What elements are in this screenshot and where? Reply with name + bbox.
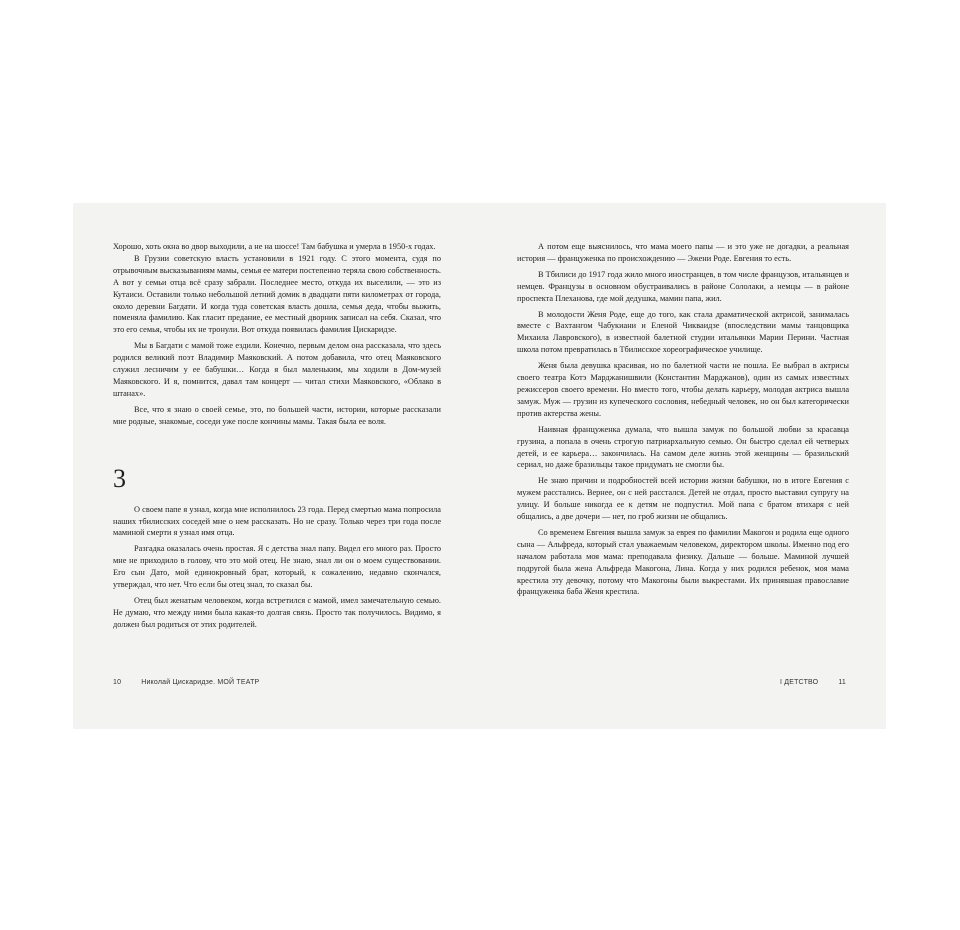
page-number: 11 xyxy=(838,679,846,686)
paragraph: Разгадка оказалась очень простая. Я с детства знал папу. Видел его много раз. Просто мне не приходило в голову, что это мой отец. Не знаю, знал ли он о моем существовании. Его сын Дато, мой единокровный брат, который, к сожалению, недавно скончался, утверждал, что нет. Что если бы отец знал, то сказал бы. xyxy=(113,544,441,590)
paragraph: Не знаю причин и подробностей всей истории жизни бабушки, но в итоге Евгения с мужем расстались. Вернее, он с ней расстался. Детей не отдал, просто выставил супругу на улицу. И больше никогда ее к детям не подпустил. Мой папа с братом втихаря с ней общались, а две дочери — нет, по гроб жизни не общались. xyxy=(517,476,849,522)
running-section: I ДЕТСТВО xyxy=(779,679,819,686)
paragraph: Хорошо, хоть окна во двор выходили, а не на шоссе! Там бабушка и умерла в 1950-х годах. xyxy=(113,242,436,251)
right-page-footer xyxy=(780,679,846,686)
book-spread xyxy=(73,203,886,729)
paragraph: В молодости Женя Роде, еще до того, как стала драматической актрисой, занималась вместе с Вахтангом Чабукиани и Еленой Чикваидзе (впоследствии мамы танцовщика Михаила Лавровского), в известной балетной студии итальянки Марии Перини. Частная школа потом превратилась в Тбилисское хореографическое училище. xyxy=(517,309,849,355)
page-number: 10 xyxy=(113,679,122,686)
right-page xyxy=(517,241,849,598)
paragraph: В Грузии советскую власть установили в 1921 году. С этого момента, судя по отрывочным высказываниям мамы, семья ее матери постепенно теряла свою собственность. А вот у семьи отца всё сразу забрали. Последнее место, откуда их выселили, — это из Кутаиси. Оставили только небольшой летний домик в двадцати пяти километрах от города, около деревни Багдати. И когда туда советская власть дошла, семья деда, чтобы выжить, поменяла фамилию. Как гласит предание, ее местный дворник записал на себя. Сказал, что это его семья, чтобы их не тронули. Вот откуда появилась фамилия Цискаридзе. xyxy=(113,253,441,335)
paragraph: Со временем Евгения вышла замуж за еврея по фамилии Макогон и родила еще одного сына — Альфреда, который стал уважаемым человеком, директором школы. Именно под его началом работала моя мама: преподавала физику. Дальше — больше. Маминой лучшей подругой была жена Альфреда Макогона, Лина. Когда у них родился ребенок, моя мама крестила эту девочку, потому что Макогоны были выкрестами. Их принявшая православие француженка баба Женя крестила. xyxy=(517,527,849,597)
chapter-number: 3 xyxy=(113,463,126,493)
left-page xyxy=(113,241,441,631)
paragraph: О своем папе я узнал, когда мне исполнилось 23 года. Перед смертью мама попросила наших тбилисских соседей мне о нем рассказать. Но не сразу. Только через три года после маминой смерти я узнал имя отца. xyxy=(113,504,441,538)
paragraph: Женя была девушка красивая, но по балетной части не пошла. Ее выбрал в актрисы своего театра Котэ Марджанишвили (Константин Марджанов), один из самых известных режиссеров своего времени. Но вместо того, чтобы делать карьеру, молодая актриса вышла замуж. Муж — грузин из купеческого сословия, небедный человек, но он был категорически против актерства жены. xyxy=(517,361,849,418)
paragraph: В Тбилиси до 1917 года жило много иностранцев, в том числе французов, итальянцев и немцев. Французы в основном обустраивались в районе Сололаки, а немцы — в районе проспекта Плеханова, где мой дедушка, мамин папа, жил. xyxy=(517,269,849,303)
paragraph: А потом еще выяснилось, что мама моего папы — и это уже не догадки, а реальная история — француженка по происхождению — Эжени Роде. Евгения то есть. xyxy=(517,242,849,263)
running-title: Николай Цискаридзе. МОЙ ТЕАТР xyxy=(141,679,260,686)
left-page-footer xyxy=(113,679,259,686)
paragraph: Мы в Багдати с мамой тоже ездили. Конечно, первым делом она рассказала, что здесь родился великий поэт Владимир Маяковский. А потом добавила, что отец Маяковского служил лесничим у ее бабушки… Когда я был маленьким, мы ходили в Дом-музей Маяковского. И я, помнится, давал там концерт — читал стихи Маяковского, «Облако в штанах». xyxy=(113,341,441,398)
paragraph: Наивная француженка думала, что вышла замуж по большой любви за красавца грузина, а попала в очень строгую патриархальную семью. Он быстро сделал ей четверых детей, и ее карьера… закончилась. На самом деле жизнь этой женщины — бразильский сериал, но даже бразильцы такое придумать не смогли бы. xyxy=(517,424,849,470)
paragraph: Все, что я знаю о своей семье, это, по большей части, истории, которые рассказали мне родные, знакомые, соседи уже после кончины мамы. Такая была ее воля. xyxy=(113,404,441,426)
paragraph: Отец был женатым человеком, когда встретился с мамой, имел замечательную семью. Не думаю, что между ними была какая-то долгая связь. Просто так получилось. Видимо, я должен был родиться от этих родителей. xyxy=(113,595,441,629)
